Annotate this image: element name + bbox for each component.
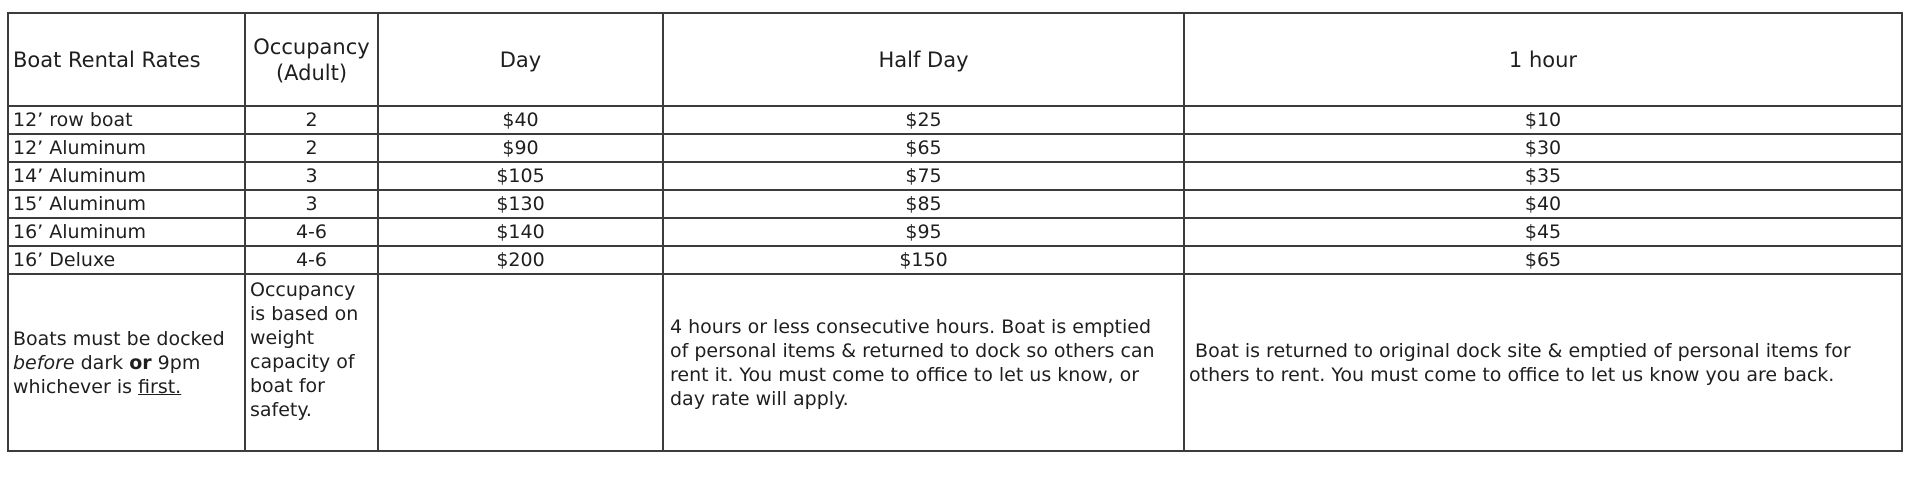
- table-header-row: [8, 13, 1902, 106]
- docking-note-whichever: whichever is: [13, 375, 139, 398]
- day-rate: $140: [378, 218, 663, 246]
- header-boat-rental-rates: Boat Rental Rates: [8, 13, 245, 106]
- hour-note-line2: others to rent. You must come to office to let us know you are back.: [1189, 363, 1835, 386]
- occupancy-value: 2: [245, 134, 378, 162]
- occupancy-note-line1: Occupancy: [250, 279, 356, 301]
- day-note-empty: [378, 274, 663, 451]
- hour-note-line1: Boat is returned to original dock site & emptied of personal items for: [1189, 339, 1851, 362]
- docking-note-text: Boats must be docked: [13, 327, 225, 350]
- occupancy-note-line4: capacity of: [250, 351, 355, 373]
- hour-note: [1184, 274, 1902, 451]
- header-occupancy-line2: (Adult): [275, 60, 348, 85]
- boat-name: 12’ row boat: [8, 106, 245, 134]
- day-rate: $130: [378, 190, 663, 218]
- header-half-day: Half Day: [663, 13, 1184, 106]
- docking-note-9pm: 9pm: [151, 351, 201, 374]
- docking-note-line1: [13, 327, 240, 351]
- half-day-rate: $25: [663, 106, 1184, 134]
- half-day-rate: $65: [663, 134, 1184, 162]
- half-day-rate: $150: [663, 246, 1184, 274]
- half-day-rate: $95: [663, 218, 1184, 246]
- header-occupancy-line1: Occupancy: [253, 34, 370, 59]
- hour-rate: $65: [1184, 246, 1902, 274]
- header-occupancy: [245, 13, 378, 106]
- day-rate: $40: [378, 106, 663, 134]
- half-day-note: [663, 274, 1184, 451]
- boat-rental-rates-table: [7, 12, 1903, 452]
- occupancy-value: 2: [245, 106, 378, 134]
- half-day-rate: $75: [663, 162, 1184, 190]
- boat-name: 16’ Aluminum: [8, 218, 245, 246]
- header-day: Day: [378, 13, 663, 106]
- hour-rate: $10: [1184, 106, 1902, 134]
- hour-rate: $30: [1184, 134, 1902, 162]
- boat-name: 15’ Aluminum: [8, 190, 245, 218]
- hour-rate: $35: [1184, 162, 1902, 190]
- occupancy-value: 4-6: [245, 218, 378, 246]
- hour-rate: $40: [1184, 190, 1902, 218]
- header-one-hour: 1 hour: [1184, 13, 1902, 106]
- docking-note-first: first.: [138, 375, 182, 398]
- half-day-rate: $85: [663, 190, 1184, 218]
- table-row: [8, 218, 1902, 246]
- half-day-note-line4: day rate will apply.: [670, 387, 849, 410]
- docking-note-before: before: [13, 351, 75, 374]
- docking-note-line3: [13, 375, 240, 399]
- docking-note-dark: dark: [74, 351, 130, 374]
- docking-note: [8, 274, 245, 451]
- occupancy-note-line5: boat for: [250, 375, 325, 397]
- half-day-note-line1: 4 hours or less consecutive hours. Boat is emptied: [670, 315, 1152, 338]
- day-rate: $200: [378, 246, 663, 274]
- occupancy-value: 3: [245, 190, 378, 218]
- boat-name: 12’ Aluminum: [8, 134, 245, 162]
- half-day-note-line2: of personal items & returned to dock so others can: [670, 339, 1155, 362]
- occupancy-note-line3: weight: [250, 327, 315, 349]
- boat-name: 16’ Deluxe: [8, 246, 245, 274]
- notes-row: [8, 274, 1902, 451]
- occupancy-note: [245, 274, 378, 451]
- table-row: [8, 246, 1902, 274]
- half-day-note-line3: rent it. You must come to office to let us know, or: [670, 363, 1140, 386]
- day-rate: $105: [378, 162, 663, 190]
- occupancy-note-line6: safety.: [250, 399, 312, 421]
- docking-note-line2: [13, 351, 240, 375]
- table-row: [8, 106, 1902, 134]
- occupancy-value: 4-6: [245, 246, 378, 274]
- hour-rate: $45: [1184, 218, 1902, 246]
- docking-note-or: or: [129, 351, 152, 374]
- table-row: [8, 190, 1902, 218]
- occupancy-note-line2: is based on: [250, 303, 359, 325]
- table-row: [8, 134, 1902, 162]
- boat-name: 14’ Aluminum: [8, 162, 245, 190]
- occupancy-value: 3: [245, 162, 378, 190]
- table-row: [8, 162, 1902, 190]
- day-rate: $90: [378, 134, 663, 162]
